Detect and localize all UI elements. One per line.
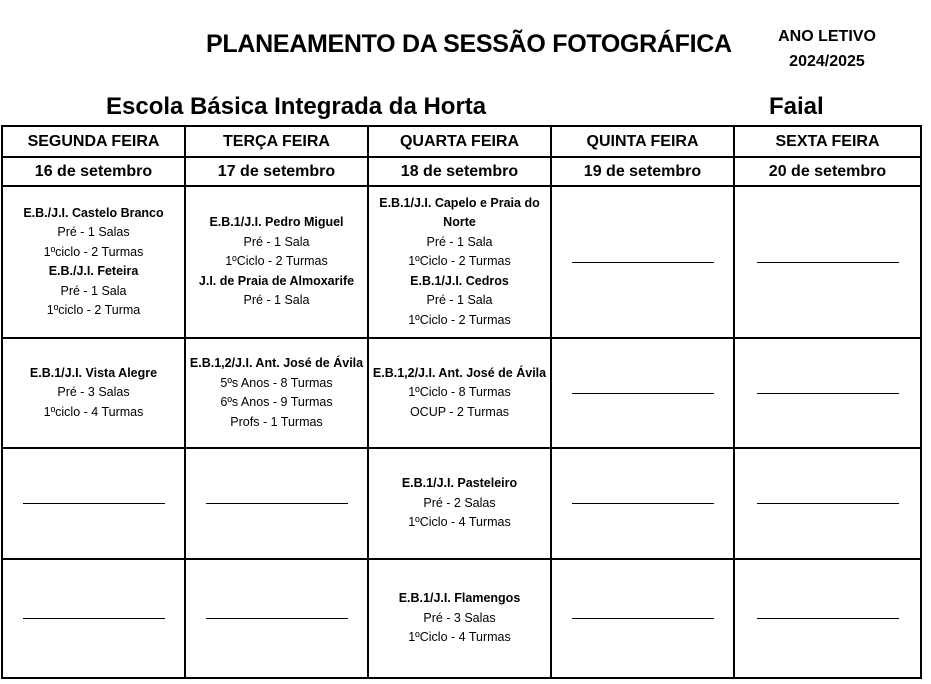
schedule-cell-tuesday xyxy=(185,338,368,448)
schedule-cell-friday xyxy=(734,448,921,559)
blank-line xyxy=(757,262,899,263)
schedule-cell-thursday xyxy=(551,338,734,448)
cell-detail: Pré - 1 Sala xyxy=(426,293,493,308)
cell-detail: 1ºciclo - 2 Turmas xyxy=(43,244,144,259)
cell-detail: Profs - 1 Turmas xyxy=(230,414,323,429)
cell-school-name: J.I. de Praia de Almoxarife xyxy=(198,273,355,288)
cell-school-name: E.B.1/J.I. Flamengos xyxy=(398,591,521,606)
schedule-cell-wednesday xyxy=(368,448,551,559)
schedule-row xyxy=(2,448,921,559)
cell-school-name: E.B.1/J.I. Vista Alegre xyxy=(29,365,158,380)
blank-line xyxy=(757,393,899,394)
schedule-cell-monday xyxy=(2,448,185,559)
blank-line xyxy=(23,503,165,504)
school-name: Escola Básica Integrada da Horta xyxy=(106,93,487,120)
blank-line xyxy=(572,262,714,263)
cell-detail: 1ºciclo - 4 Turmas xyxy=(43,404,144,419)
schedule-cell-thursday xyxy=(551,448,734,559)
schedule-cell-tuesday xyxy=(185,448,368,559)
cell-detail: Pré - 1 Sala xyxy=(243,293,310,308)
schedule-cell-wednesday xyxy=(368,559,551,678)
page-title: PLANEAMENTO DA SESSÃO FOTOGRÁFICA xyxy=(206,30,732,58)
date-monday: 16 de setembro xyxy=(2,157,185,186)
cell-school-name: E.B.1,2/J.I. Ant. José de Ávila xyxy=(189,356,364,370)
blank-line xyxy=(23,618,165,619)
blank-line xyxy=(206,503,348,504)
blank-line xyxy=(757,503,899,504)
cell-detail: Pré - 3 Salas xyxy=(423,610,496,625)
blank-line xyxy=(206,618,348,619)
day-header-tuesday: TERÇA FEIRA xyxy=(185,126,368,157)
schedule-cell-friday xyxy=(734,186,921,338)
date-friday: 20 de setembro xyxy=(734,157,921,186)
blank-line xyxy=(572,618,714,619)
cell-school-name: E.B.1/J.I. Pasteleiro xyxy=(401,476,518,491)
school-year-value: 2024/2025 xyxy=(789,53,865,70)
day-header-wednesday: QUARTA FEIRA xyxy=(368,126,551,157)
date-row xyxy=(2,157,921,186)
cell-detail: 1ºCiclo - 2 Turmas xyxy=(408,312,511,327)
schedule-table xyxy=(1,125,922,679)
schedule-cell-thursday xyxy=(551,559,734,678)
cell-detail: 1ºCiclo - 4 Turmas xyxy=(408,630,511,645)
day-header-friday: SEXTA FEIRA xyxy=(734,126,921,157)
day-header-monday: SEGUNDA FEIRA xyxy=(2,126,185,157)
cell-detail: Pré - 2 Salas xyxy=(423,495,496,510)
cell-school-name: E.B./J.I. Feteira xyxy=(48,264,139,278)
schedule-cell-wednesday xyxy=(368,186,551,338)
cell-detail: 1ºCiclo - 8 Turmas xyxy=(408,385,511,400)
cell-detail: 5ºs Anos - 8 Turmas xyxy=(220,375,333,390)
cell-detail: Pré - 1 Sala xyxy=(426,234,493,249)
cell-school-name: E.B.1/J.I. Capelo e Praia do Norte xyxy=(379,195,540,230)
cell-school-name: E.B.1,2/J.I. Ant. José de Ávila xyxy=(372,365,547,380)
cell-detail: OCUP - 2 Turmas xyxy=(409,404,510,419)
schedule-row xyxy=(2,559,921,678)
date-tuesday: 17 de setembro xyxy=(185,157,368,186)
blank-line xyxy=(572,393,714,394)
schedule-cell-wednesday xyxy=(368,338,551,448)
cell-detail: 1ºciclo - 2 Turma xyxy=(46,303,141,317)
cell-detail: 1ºCiclo - 2 Turmas xyxy=(225,254,328,269)
cell-detail: Pré - 1 Sala xyxy=(243,234,310,249)
schedule-cell-tuesday xyxy=(185,186,368,338)
island-name: Faial xyxy=(769,93,824,120)
schedule-cell-monday xyxy=(2,338,185,448)
schedule-cell-monday xyxy=(2,559,185,678)
schedule-cell-monday xyxy=(2,186,185,338)
day-header-row xyxy=(2,126,921,157)
schedule-cell-tuesday xyxy=(185,559,368,678)
cell-detail: Pré - 1 Sala xyxy=(60,283,127,298)
cell-school-name: E.B.1/J.I. Pedro Miguel xyxy=(209,215,344,230)
cell-detail: 1ºCiclo - 4 Turmas xyxy=(408,515,511,530)
cell-detail: Pré - 3 Salas xyxy=(57,385,130,400)
cell-school-name: E.B.1/J.I. Cedros xyxy=(410,273,509,288)
day-header-thursday: QUINTA FEIRA xyxy=(551,126,734,157)
blank-line xyxy=(757,618,899,619)
schedule-cell-friday xyxy=(734,338,921,448)
cell-detail: Pré - 1 Salas xyxy=(57,225,130,239)
schedule-row xyxy=(2,186,921,338)
schedule-cell-friday xyxy=(734,559,921,678)
blank-line xyxy=(572,503,714,504)
date-wednesday: 18 de setembro xyxy=(368,157,551,186)
school-year-label: ANO LETIVO xyxy=(778,28,876,45)
schedule-cell-thursday xyxy=(551,186,734,338)
school-year xyxy=(762,24,892,74)
schedule-row xyxy=(2,338,921,448)
cell-detail: 1ºCiclo - 2 Turmas xyxy=(408,254,511,269)
cell-detail: 6ºs Anos - 9 Turmas xyxy=(220,395,333,409)
date-thursday: 19 de setembro xyxy=(551,157,734,186)
cell-school-name: E.B./J.I. Castelo Branco xyxy=(23,205,164,220)
